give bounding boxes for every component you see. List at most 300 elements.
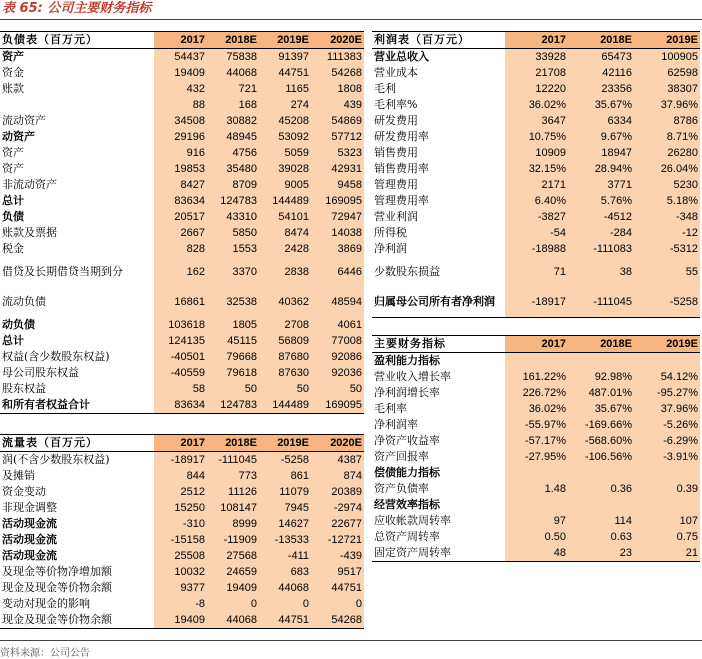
table-title: 利润表（百万元） [372,32,505,49]
row-label: 所得税 [374,226,407,239]
row-value: 1553 [207,241,259,257]
row-value [505,353,568,370]
table-row [0,145,364,161]
row-value: 124783 [207,397,259,414]
row-value: 92086 [311,349,364,365]
table-row [372,385,700,401]
year-header: 2018E [207,435,259,452]
row-label: 资产回报率 [374,450,429,463]
row-label: 研发费用率 [374,130,429,143]
row-value [505,465,568,481]
table-row [0,225,364,241]
row-value: -18988 [505,241,568,257]
year-header: 2020E [311,435,364,452]
row-value: 48945 [207,129,259,145]
table-row [372,161,700,177]
row-label: 及摊销 [2,469,35,482]
row-value: 48 [505,545,568,562]
row-label: 资金变动 [2,485,46,498]
table-row [372,209,700,225]
row-value: 844 [154,468,207,484]
row-value: -310 [154,516,207,532]
row-value: 57712 [311,129,364,145]
row-value: 35.67% [568,401,634,417]
table-row [0,397,364,414]
row-label: 偿债能力指标 [374,466,440,479]
row-value: 79618 [207,365,259,381]
table-row [372,353,700,370]
table-row [0,516,364,532]
table-row [0,81,364,97]
row-value: 24659 [207,564,259,580]
row-value: 0.39 [634,481,700,497]
row-value: 6.40% [505,193,568,209]
row-value: 9.67% [568,129,634,145]
row-value: 114 [568,513,634,529]
row-value: 56809 [259,333,311,349]
table-row [372,545,700,562]
row-value: 108147 [207,500,259,516]
row-value: 0.36 [568,481,634,497]
cash-flow-table [0,434,364,629]
row-value: 42931 [311,161,364,177]
table-row [372,369,700,385]
financial-indicators-table [372,335,700,562]
row-value: 226.72% [505,385,568,401]
row-value: 4387 [311,452,364,469]
row-value: 72947 [311,209,364,225]
row-label: 资产 [2,146,24,159]
row-value: 71 [505,257,568,287]
table-row [372,129,700,145]
row-value: 23 [568,545,634,562]
row-label: 固定资产周转率 [372,545,505,562]
table-row [372,287,700,318]
row-label: 动负债 [2,318,35,331]
row-value: -40501 [154,349,207,365]
row-value: 50 [259,381,311,397]
table-row [372,513,700,529]
table-row [0,129,364,145]
year-header: 2018E [207,32,259,49]
table-row [0,381,364,397]
row-value: 83634 [154,193,207,209]
row-value: 683 [259,564,311,580]
row-value: 27568 [207,548,259,564]
row-value: 62598 [634,65,700,81]
row-label: 毛利 [374,82,396,95]
row-value: 53092 [259,129,311,145]
row-value: 50 [311,381,364,397]
year-header: 2020E [311,32,364,49]
row-value: -6.29% [634,433,700,449]
row-value: 9458 [311,177,364,193]
row-label: 非现金调整 [2,501,57,514]
row-value [568,497,634,513]
row-label: 盈利能力指标 [374,354,440,367]
table-header-row [372,32,700,49]
row-label: 经营效率指标 [374,498,440,511]
row-value: 274 [259,97,311,113]
row-value: 44751 [259,65,311,81]
row-value: 432 [154,81,207,97]
page-title: 表 65: 公司主要财务指标 [2,1,152,16]
row-value: 44068 [207,612,259,629]
row-value: 45208 [259,113,311,129]
row-value: 28.94% [568,161,634,177]
row-value: 3869 [311,241,364,257]
row-label: 营业利润 [374,210,418,223]
row-label: 管理费用 [374,178,418,191]
table-row [372,465,700,481]
row-label: 资产 [2,162,24,175]
row-value: 48594 [311,287,364,317]
row-value [505,497,568,513]
row-value: 22677 [311,516,364,532]
table-row [0,532,364,548]
row-value: -8 [154,596,207,612]
row-value: 487.01% [568,385,634,401]
row-label: 权益(含少数股东权益) [2,350,110,363]
row-value: 161.22% [505,369,568,385]
row-value: 88 [154,97,207,113]
row-value: -106.56% [568,449,634,465]
table-row [372,81,700,97]
row-label: 资金 [2,66,24,79]
row-label: 毛利率% [374,98,418,111]
row-value: 144489 [259,193,311,209]
row-value: 2838 [259,257,311,287]
row-value: 16861 [154,287,207,317]
row-value: -18917 [154,452,207,469]
row-value: -3827 [505,209,568,225]
row-value: 5.18% [634,193,700,209]
row-value: -111045 [568,287,634,318]
row-value: 124135 [154,333,207,349]
row-value: 8709 [207,177,259,193]
row-label: 账款及票据 [2,226,57,239]
row-label: 税金 [2,242,24,255]
row-value: -111083 [568,241,634,257]
row-value: 19409 [154,65,207,81]
table-row [372,417,700,433]
row-value: 0.50 [505,529,568,545]
table-row [372,65,700,81]
row-value: -2974 [311,500,364,516]
row-label: 活动现金流 [2,517,57,530]
row-value: -111045 [207,452,259,469]
row-value: 0.63 [568,529,634,545]
row-value [634,353,700,370]
row-label: 活动现金流 [2,549,57,562]
row-value: -4512 [568,209,634,225]
table-row [372,145,700,161]
row-value: 38 [568,257,634,287]
row-value: -54 [505,225,568,241]
row-value: 58 [154,381,207,397]
table-row [372,497,700,513]
row-value: 54268 [311,65,364,81]
row-value: 43310 [207,209,259,225]
row-label: 账款 [2,82,24,95]
table-header-row [0,32,364,49]
row-value: 33928 [505,49,568,66]
row-value: 168 [207,97,259,113]
table-row [0,548,364,564]
row-value: 861 [259,468,311,484]
table-row [0,113,364,129]
row-value: 92.98% [568,369,634,385]
year-header: 2017 [154,435,207,452]
row-value: -18917 [505,287,568,318]
row-value: -5.26% [634,417,700,433]
row-value: 83634 [154,397,207,414]
row-value: 87630 [259,365,311,381]
table-title: 流量表（百万元） [0,435,154,452]
row-value: 91397 [259,49,311,66]
table-row [0,365,364,381]
row-label: 股东权益 [2,382,46,395]
row-label: 少数股东损益 [374,265,440,278]
row-value: -348 [634,209,700,225]
table-title: 负债表（百万元） [0,32,154,49]
row-value: 11079 [259,484,311,500]
row-value: 14627 [259,516,311,532]
row-value: 169095 [311,193,364,209]
row-value: 30882 [207,113,259,129]
row-value: 18947 [568,145,634,161]
row-value: 5323 [311,145,364,161]
row-value: 9005 [259,177,311,193]
row-value: 1.48 [505,481,568,497]
table-row [372,97,700,113]
row-value: 2512 [154,484,207,500]
table-row [0,257,364,287]
row-value: 2428 [259,241,311,257]
row-value: 23356 [568,81,634,97]
row-value: 21708 [505,65,568,81]
row-value: 7945 [259,500,311,516]
row-value [568,465,634,481]
title-divider [0,19,702,20]
row-value: 5850 [207,225,259,241]
row-value: -3.91% [634,449,700,465]
row-label: 非流动资产 [2,178,57,191]
row-value: 12220 [505,81,568,97]
row-value: 36.02% [505,401,568,417]
row-value: -13533 [259,532,311,548]
row-value: 8786 [634,113,700,129]
row-label: 总计 [2,334,24,347]
year-header: 2019E [259,435,311,452]
row-value: 0 [311,596,364,612]
row-value: 55 [634,257,700,287]
year-header: 2017 [154,32,207,49]
row-value: 40362 [259,287,311,317]
row-value: 65473 [568,49,634,66]
row-value: -40559 [154,365,207,381]
table-row [0,49,364,66]
table-row [372,401,700,417]
year-header: 2019E [634,336,700,353]
row-value: 874 [311,468,364,484]
row-value: 916 [154,145,207,161]
row-value: 6446 [311,257,364,287]
table-row [0,161,364,177]
row-value: 11126 [207,484,259,500]
row-value: 144489 [259,397,311,414]
income-statement-table [372,31,700,318]
row-value: -284 [568,225,634,241]
row-value: 19409 [207,580,259,596]
row-value: 92036 [311,365,364,381]
row-value: -439 [311,548,364,564]
row-value: 50 [207,381,259,397]
row-value: 107 [634,513,700,529]
row-value: 15250 [154,500,207,516]
row-value: -27.95% [505,449,568,465]
source-footer: 资料来源：公司公告 [0,640,702,659]
row-value: 10032 [154,564,207,580]
row-value: 1165 [259,81,311,97]
row-value: 19409 [154,612,207,629]
row-value: 77008 [311,333,364,349]
row-label: 活动现金流 [2,533,57,546]
row-label: 动资产 [2,130,35,143]
row-value: 35.67% [568,97,634,113]
row-value: 3647 [505,113,568,129]
row-value: 6334 [568,113,634,129]
row-label: 变动对现金的影响 [2,597,90,610]
row-value: 9517 [311,564,364,580]
row-value: 3370 [207,257,259,287]
row-value: 124783 [207,193,259,209]
row-label: 应收帐款周转率 [374,514,451,527]
row-value: -15158 [154,532,207,548]
table-row [372,433,700,449]
table-row [0,612,364,629]
row-label: 营业收入增长率 [374,370,451,383]
row-value: -57.17% [505,433,568,449]
row-label: 及现金等价物净增加额 [2,565,112,578]
row-value: 721 [207,81,259,97]
year-header: 2018E [568,336,634,353]
row-value: -169.66% [568,417,634,433]
row-value: 42116 [568,65,634,81]
row-value: -55.97% [505,417,568,433]
row-value: 54.12% [634,369,700,385]
table-row [0,209,364,225]
year-header: 2019E [259,32,311,49]
row-value: 828 [154,241,207,257]
row-label: 流动资产 [2,114,46,127]
row-value: 36.02% [505,97,568,113]
table-row [372,529,700,545]
row-value: 29196 [154,129,207,145]
table-row [0,484,364,500]
row-value: 35480 [207,161,259,177]
row-value: 19853 [154,161,207,177]
row-value: 10.75% [505,129,568,145]
row-value: 8999 [207,516,259,532]
row-value: 439 [311,97,364,113]
table-row [372,49,700,66]
row-value: 5230 [634,177,700,193]
row-value: 169095 [311,397,364,414]
row-value: 1805 [207,317,259,333]
row-value: 10909 [505,145,568,161]
table-row [372,241,700,257]
row-value: 2171 [505,177,568,193]
table-row [372,257,700,287]
table-row [0,287,364,317]
table-row [0,580,364,596]
row-label: 润(不含少数股东权益) [2,453,110,466]
table-row [0,468,364,484]
row-label: 归属母公司所有者净利润 [372,287,505,318]
row-value: 54268 [311,612,364,629]
row-label: 借贷及长期借贷当期到分 [2,265,123,278]
row-label: 管理费用率 [374,194,429,207]
row-value: -95.27% [634,385,700,401]
row-value: 111383 [311,49,364,66]
row-value: 4756 [207,145,259,161]
row-value: 45115 [207,333,259,349]
row-label: 净资产收益率 [374,434,440,447]
row-value: -5258 [634,287,700,318]
row-value: 20517 [154,209,207,225]
row-value: 39028 [259,161,311,177]
row-value: 38307 [634,81,700,97]
row-value: 37.96% [634,401,700,417]
row-value: 97 [505,513,568,529]
table-row [0,349,364,365]
row-value: 75838 [207,49,259,66]
row-value: 5059 [259,145,311,161]
table-row [0,241,364,257]
row-value: 37.96% [634,97,700,113]
row-label: 资产负债率 [374,482,429,495]
row-value: 20389 [311,484,364,500]
row-value: 9377 [154,580,207,596]
row-label: 销售费用率 [374,162,429,175]
table-title: 主要财务指标 [372,336,505,353]
row-value: 2667 [154,225,207,241]
row-label: 净利润增长率 [374,386,440,399]
table-row [0,317,364,333]
row-value: 14038 [311,225,364,241]
row-label: 总计 [2,194,24,207]
row-value: 21 [634,545,700,562]
row-value: 34508 [154,113,207,129]
row-value: 54101 [259,209,311,225]
row-value [634,465,700,481]
row-value [634,497,700,513]
row-value: 4061 [311,317,364,333]
table-row [372,177,700,193]
row-value: 100905 [634,49,700,66]
row-label: 现金及现金等价物余额 [0,612,154,629]
row-value: 0 [207,596,259,612]
row-value: 44068 [207,65,259,81]
row-value: 79668 [207,349,259,365]
row-label: 净利润率 [374,418,418,431]
balance-sheet-table [0,31,364,414]
year-header: 2018E [568,32,634,49]
table-row [0,596,364,612]
row-label: 总资产周转率 [374,530,440,543]
row-label: 营业总收入 [374,50,429,63]
